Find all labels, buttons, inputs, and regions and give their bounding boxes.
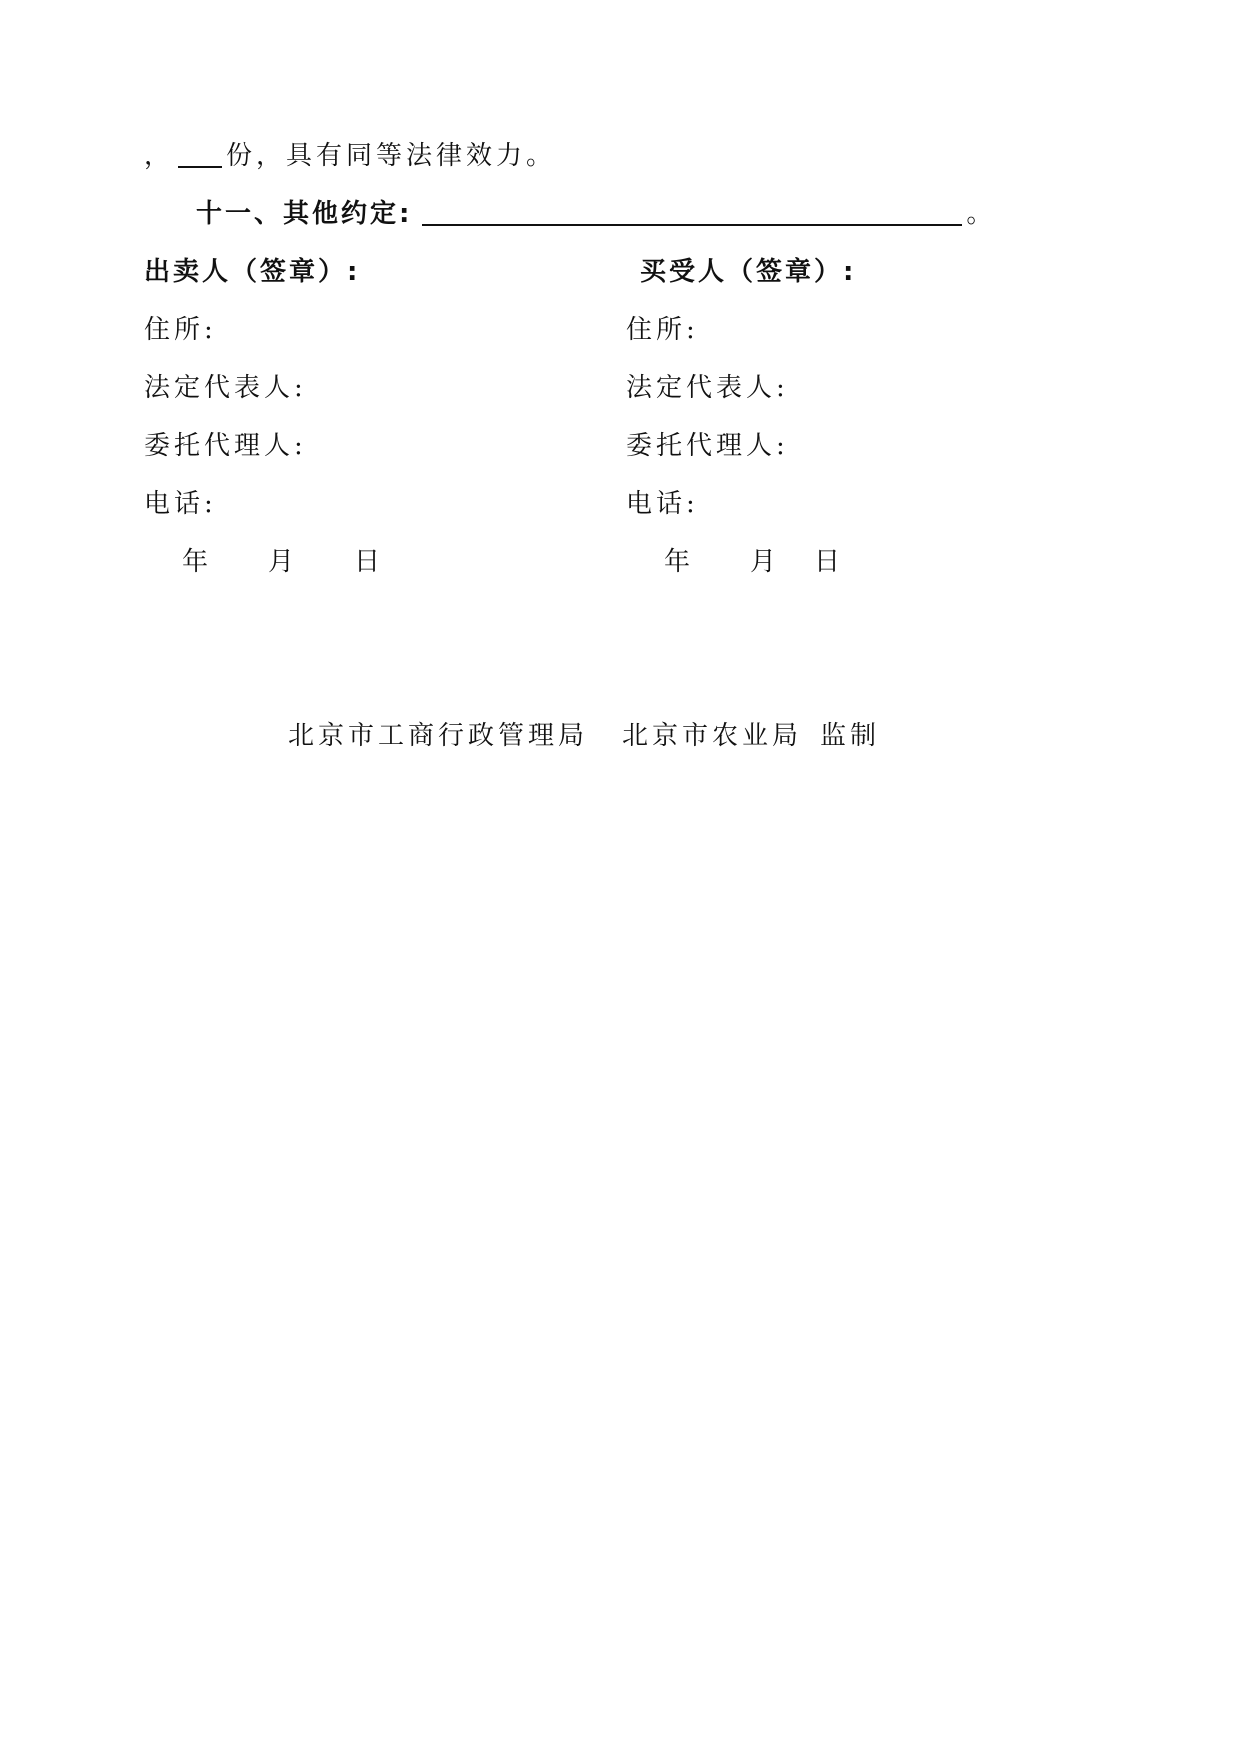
- seller-legal-rep-label: 法定代表人:: [144, 373, 307, 403]
- copies-suffix: 份，具有同等法律效力。: [226, 141, 557, 171]
- seller-heading: 出卖人（签章）:: [144, 257, 361, 287]
- buyer-date-year: 年: [664, 547, 695, 577]
- buyer-heading: 买受人（签章）:: [640, 257, 857, 287]
- seller-date-day: 日: [354, 547, 385, 577]
- footer-supervision-suffix: 监制: [820, 721, 881, 751]
- seller-address-label: 住所:: [144, 315, 217, 345]
- footer-supervision: [288, 720, 880, 752]
- footer-issuer-aic: 北京市工商行政管理局: [288, 721, 589, 751]
- buyer-date-month: 月: [750, 547, 781, 577]
- seller-date-month: 月: [268, 547, 299, 577]
- other-agreements-label: 十一、其他约定:: [196, 199, 413, 229]
- buyer-agent-label: 委托代理人:: [626, 431, 789, 461]
- buyer-address-label: 住所:: [626, 315, 699, 345]
- copies-prefix: ，: [144, 141, 175, 171]
- seller-phone-label: 电话:: [144, 489, 217, 519]
- buyer-date-day: 日: [814, 547, 845, 577]
- buyer-date: [664, 546, 844, 578]
- copies-clause: [144, 140, 556, 172]
- buyer-legal-rep-label: 法定代表人:: [626, 373, 789, 403]
- seller-date: [182, 546, 384, 578]
- copies-count-blank[interactable]: [178, 142, 222, 168]
- other-agreements-end: 。: [966, 199, 996, 229]
- buyer-phone-label: 电话:: [626, 489, 699, 519]
- other-agreements-clause: [196, 198, 995, 230]
- other-agreements-blank[interactable]: [422, 200, 962, 226]
- seller-agent-label: 委托代理人:: [144, 431, 307, 461]
- seller-date-year: 年: [182, 547, 213, 577]
- footer-issuer-agriculture: 北京市农业局: [622, 721, 803, 751]
